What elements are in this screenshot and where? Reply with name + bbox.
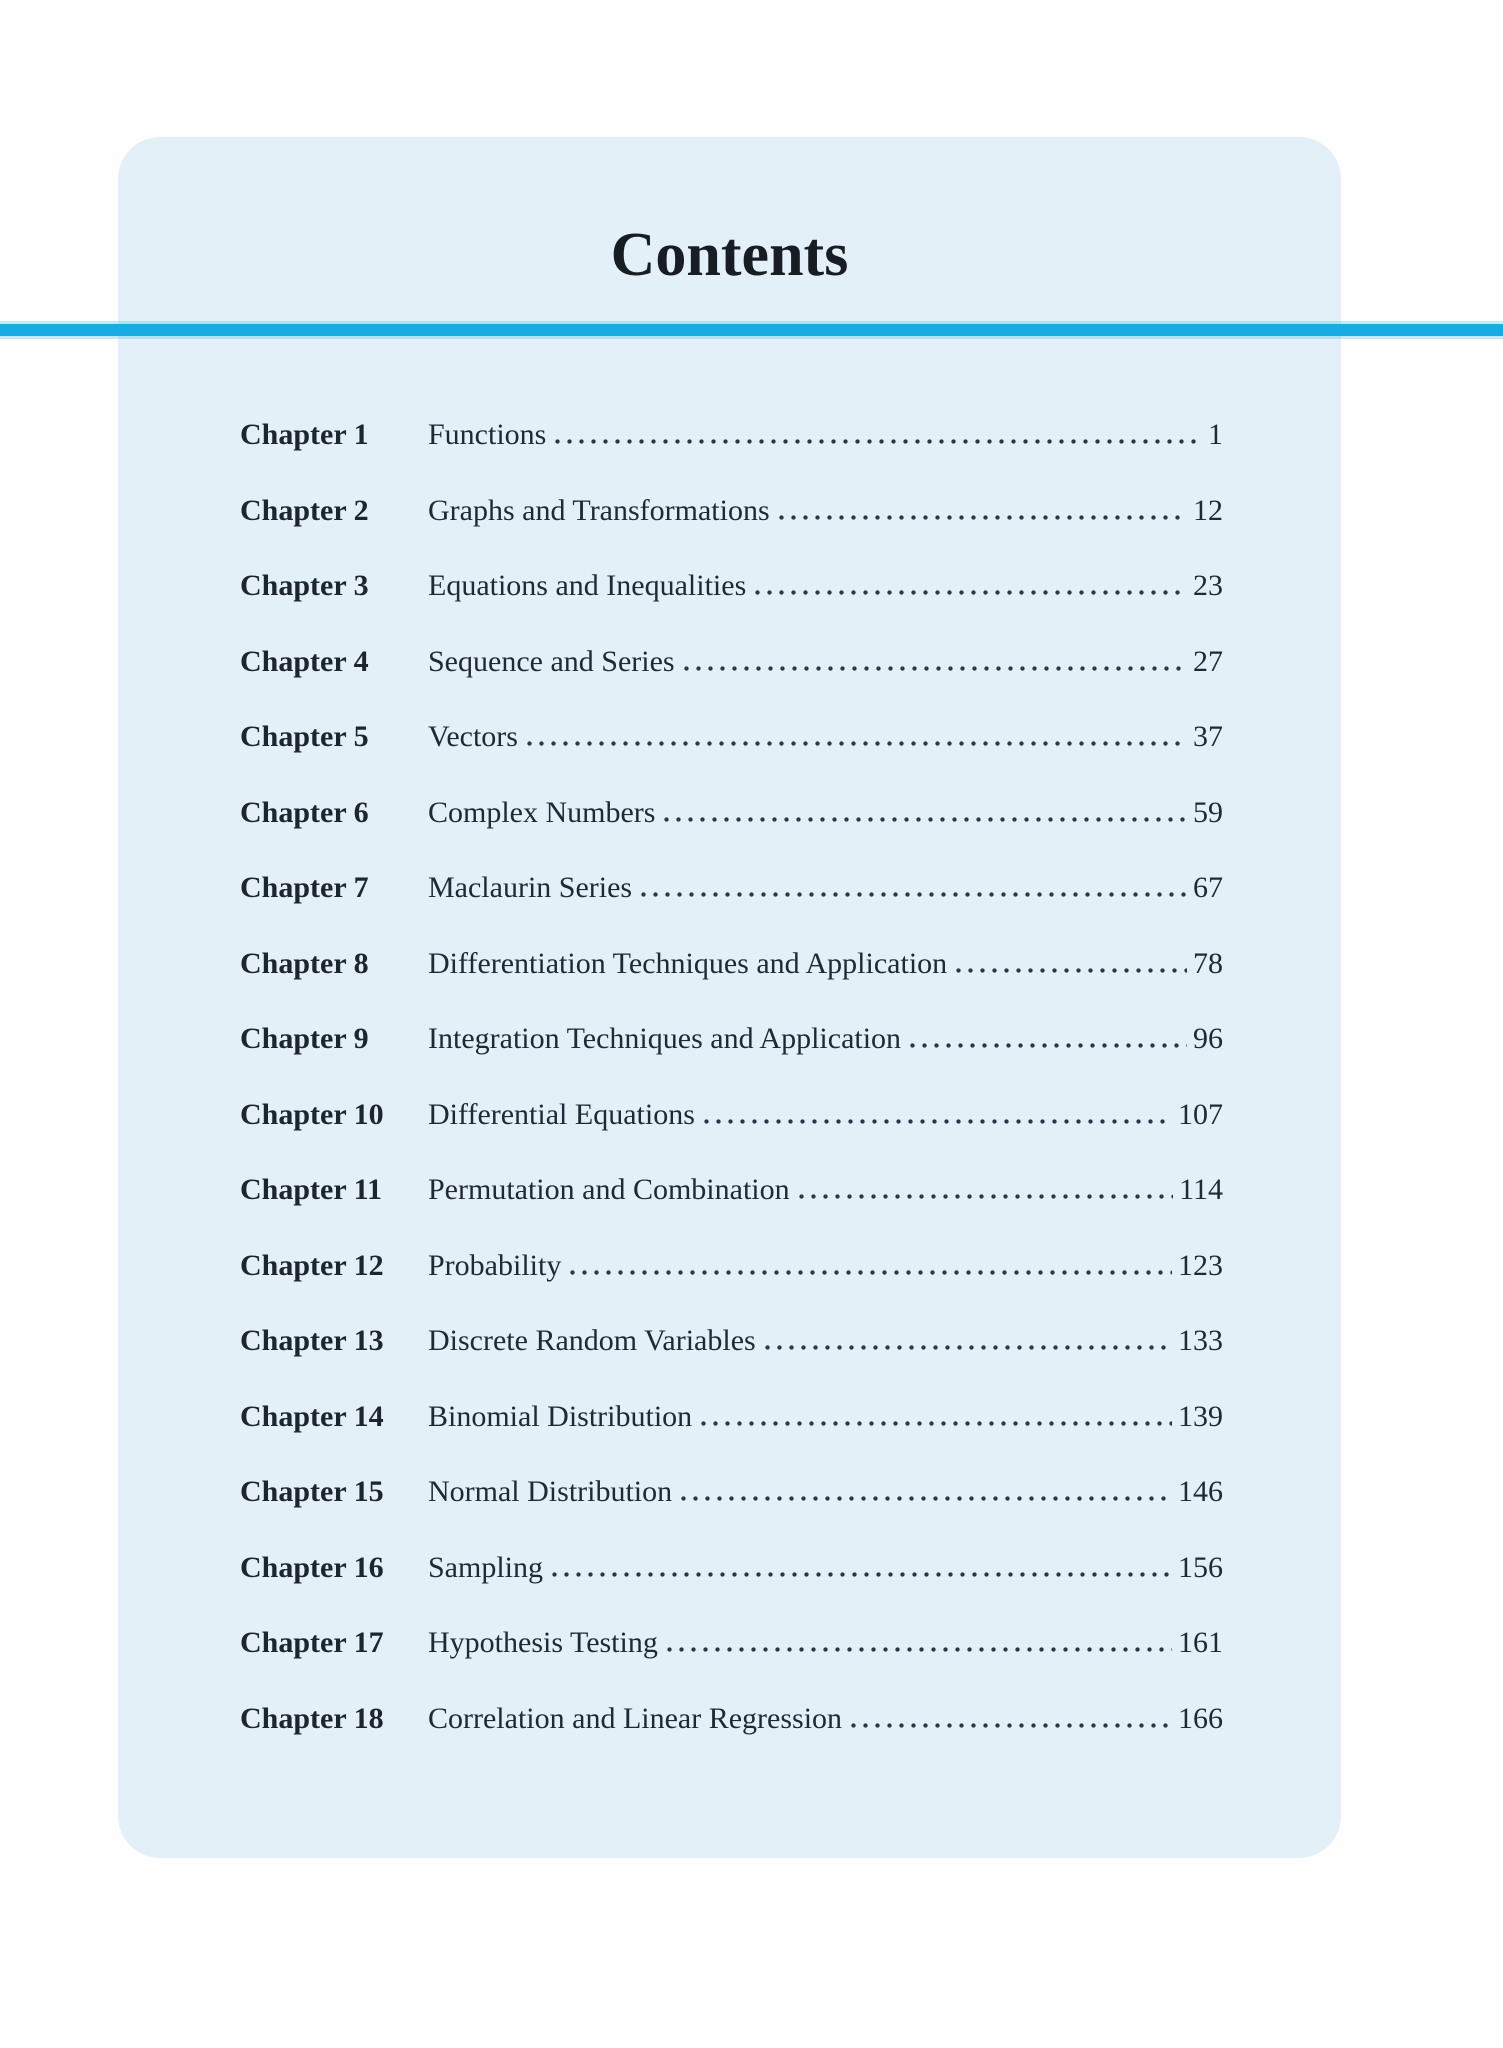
dot-leader [681, 1496, 1172, 1501]
chapter-number-label: Chapter 5 [240, 720, 369, 753]
page-number: 146 [1178, 1475, 1223, 1508]
page-number: 59 [1193, 795, 1223, 829]
dot-leader [755, 590, 1187, 595]
chapter-number-label: Chapter 3 [240, 569, 369, 602]
dot-leader [527, 741, 1187, 746]
toc-row [240, 548, 1223, 624]
chapter-title: Discrete Random Variables [428, 1324, 756, 1357]
page-number: 133 [1178, 1324, 1223, 1357]
chapter-number-label: Chapter 4 [240, 644, 369, 678]
chapter-title: Maclaurin Series [428, 871, 633, 904]
page-number: 123 [1178, 1248, 1223, 1282]
dot-leader [704, 1119, 1172, 1124]
dot-leader [684, 666, 1187, 671]
page-number: 156 [1178, 1550, 1223, 1584]
chapter-number-label: Chapter 16 [240, 1550, 384, 1584]
chapter-number-label: Chapter 10 [240, 1097, 384, 1131]
chapter-title: Normal Distribution [428, 1475, 673, 1508]
toc-row [240, 1530, 1223, 1606]
page-number: 161 [1178, 1626, 1223, 1659]
chapter-title: Vectors [428, 720, 518, 753]
chapter-number-label: Chapter 13 [240, 1324, 384, 1357]
chapter-number-label: Chapter 12 [240, 1248, 384, 1282]
chapter-number-label: Chapter 17 [240, 1626, 384, 1659]
toc-row [240, 1605, 1223, 1681]
dot-leader [555, 439, 1202, 444]
page-number: 78 [1193, 946, 1223, 980]
toc-row [240, 850, 1223, 926]
dot-leader [910, 1043, 1187, 1048]
page-number: 107 [1178, 1097, 1223, 1131]
dot-leader [701, 1421, 1172, 1426]
dot-leader [779, 515, 1187, 520]
chapter-number-label: Chapter 9 [240, 1022, 369, 1055]
page-number: 27 [1193, 644, 1223, 678]
page-number: 23 [1193, 569, 1223, 602]
chapter-title: Hypothesis Testing [428, 1626, 658, 1659]
page-number: 67 [1193, 871, 1223, 904]
dot-leader [956, 968, 1187, 973]
toc-row [240, 1681, 1223, 1757]
chapter-number-label: Chapter 8 [240, 946, 369, 980]
toc-row [240, 1001, 1223, 1077]
chapter-title: Binomial Distribution [428, 1399, 693, 1433]
toc-row [240, 775, 1223, 851]
toc-row [240, 473, 1223, 549]
chapter-number-label: Chapter 11 [240, 1173, 382, 1206]
chapter-title: Complex Numbers [428, 795, 656, 829]
toc-row [240, 1379, 1223, 1455]
chapter-number-label: Chapter 15 [240, 1475, 384, 1508]
chapter-title: Integration Techniques and Application [428, 1022, 902, 1055]
horizontal-divider-line [0, 324, 1503, 336]
page-title: Contents [610, 221, 849, 289]
page-number: 114 [1179, 1173, 1223, 1206]
toc-row [240, 1454, 1223, 1530]
chapter-title: Differential Equations [428, 1097, 695, 1131]
page-number: 1 [1208, 418, 1223, 451]
chapter-title: Sampling [428, 1550, 544, 1584]
toc-row [240, 624, 1223, 700]
dot-leader [641, 892, 1187, 897]
chapter-number-label: Chapter 6 [240, 795, 369, 829]
page-number: 37 [1193, 720, 1223, 753]
chapter-title: Permutation and Combination [428, 1173, 790, 1206]
chapter-number-label: Chapter 2 [240, 493, 369, 527]
dot-leader [765, 1345, 1172, 1350]
chapter-title: Graphs and Transformations [428, 493, 770, 527]
chapter-title: Equations and Inequalities [428, 569, 747, 602]
page-number: 96 [1193, 1022, 1223, 1055]
toc-row [240, 397, 1223, 473]
page-number: 139 [1178, 1399, 1223, 1433]
toc-row [240, 1228, 1223, 1304]
page-number: 166 [1178, 1701, 1223, 1735]
toc-row [240, 926, 1223, 1002]
contents-page-card [118, 137, 1341, 1858]
dot-leader [851, 1723, 1172, 1728]
dot-leader [552, 1572, 1172, 1577]
chapter-title: Correlation and Linear Regression [428, 1701, 843, 1735]
table-of-contents [118, 397, 1341, 1756]
chapter-number-label: Chapter 1 [240, 418, 369, 451]
chapter-number-label: Chapter 7 [240, 871, 369, 904]
chapter-title: Functions [428, 418, 547, 451]
toc-row [240, 1077, 1223, 1153]
page-number: 12 [1193, 493, 1223, 527]
dot-leader [799, 1194, 1173, 1199]
toc-row [240, 699, 1223, 775]
toc-row [240, 1152, 1223, 1228]
dot-leader [664, 817, 1187, 822]
chapter-number-label: Chapter 14 [240, 1399, 384, 1433]
chapter-title: Sequence and Series [428, 644, 675, 678]
chapter-title: Differentiation Techniques and Application [428, 946, 948, 980]
dot-leader [667, 1647, 1172, 1652]
toc-row [240, 1303, 1223, 1379]
dot-leader [570, 1270, 1172, 1275]
chapter-title: Probability [428, 1248, 562, 1282]
chapter-number-label: Chapter 18 [240, 1701, 384, 1735]
